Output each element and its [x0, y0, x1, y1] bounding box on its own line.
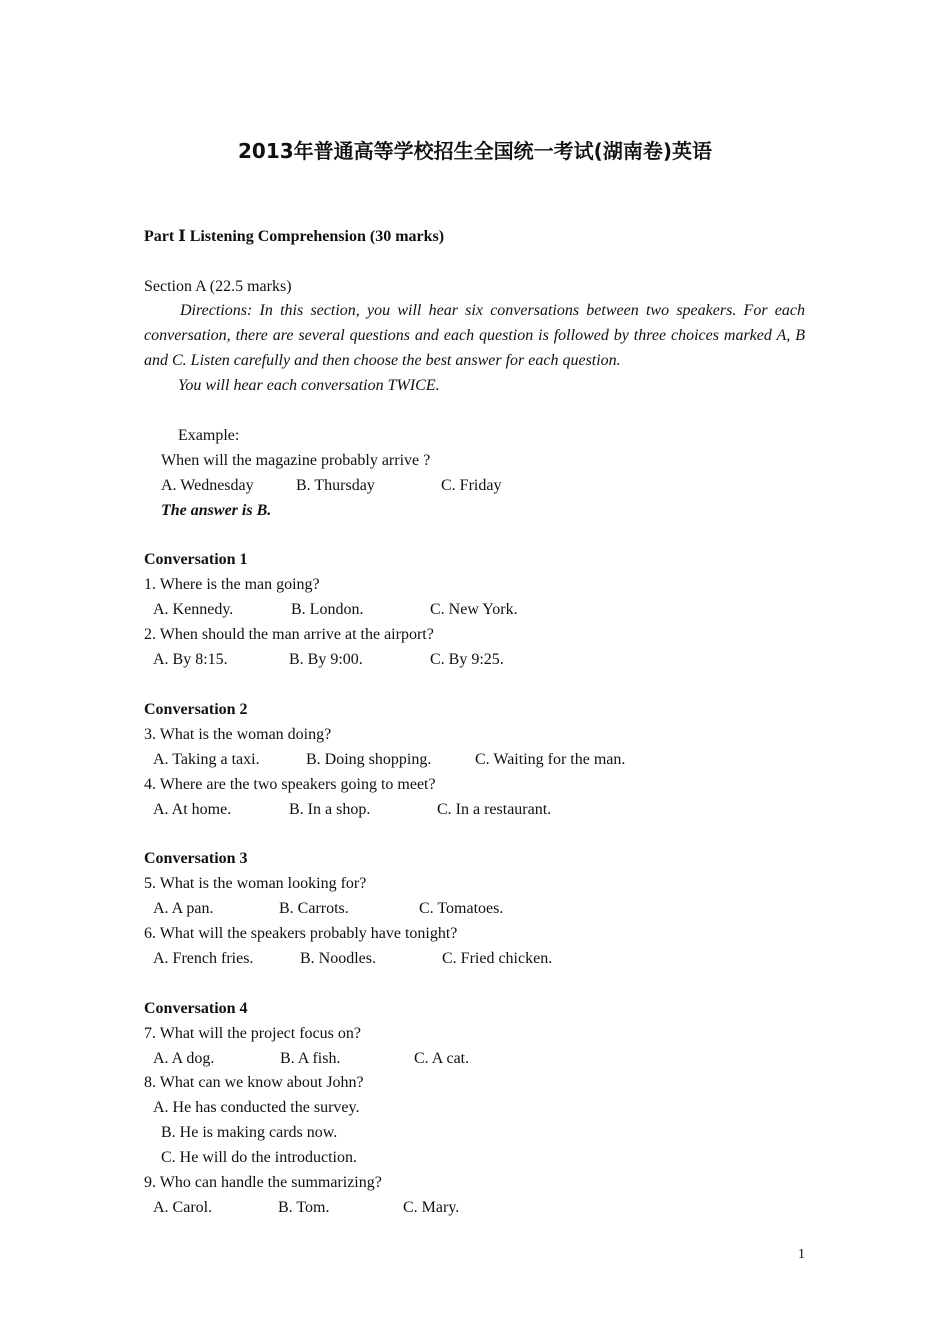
question-2-option-b: B. By 9:00. — [289, 651, 363, 668]
question-7-option-c: C. A cat. — [414, 1050, 470, 1067]
question-9-option-c: C. Mary. — [403, 1199, 460, 1216]
example-answer: The answer is B. — [161, 502, 272, 519]
conversation-3-heading: Conversation 3 — [144, 850, 248, 867]
question-9-option-a: A. Carol. — [153, 1199, 213, 1216]
twice-note: You will hear each conversation TWICE. — [178, 377, 440, 394]
question-4-option-a: A. At home. — [153, 801, 232, 818]
question-2: 2. When should the man arrive at the airport? — [144, 626, 434, 643]
example-option-b: B. Thursday — [296, 477, 375, 494]
question-7: 7. What will the project focus on? — [144, 1025, 361, 1042]
question-7-option-b: B. A fish. — [280, 1050, 341, 1067]
question-8: 8. What can we know about John? — [144, 1074, 364, 1091]
question-1-option-b: B. London. — [291, 601, 364, 618]
question-6-option-b: B. Noodles. — [300, 950, 376, 967]
question-8-option-c: C. He will do the introduction. — [161, 1149, 357, 1166]
conversation-4-heading: Conversation 4 — [144, 1000, 248, 1017]
question-3: 3. What is the woman doing? — [144, 726, 332, 743]
question-6: 6. What will the speakers probably have tonight? — [144, 925, 458, 942]
directions-paragraph: Directions: In this section, you will hear six conversations between two speakers. For each conversation, there are several questions and each question is followed by three choices marked A, B and C. Listen carefully and then choose the best answer for each question. — [144, 302, 805, 369]
example-option-c: C. Friday — [441, 477, 502, 494]
question-2-option-c: C. By 9:25. — [430, 651, 504, 668]
question-2-option-a: A. By 8:15. — [153, 651, 228, 668]
question-4-option-c: C. In a restaurant. — [437, 801, 552, 818]
question-4-option-b: B. In a shop. — [289, 801, 371, 818]
question-5-option-b: B. Carrots. — [279, 900, 349, 917]
question-1: 1. Where is the man going? — [144, 576, 320, 593]
conversation-2-heading: Conversation 2 — [144, 701, 248, 718]
section-heading: Section A (22.5 marks) — [144, 278, 292, 295]
question-9: 9. Who can handle the summarizing? — [144, 1174, 382, 1191]
question-9-option-b: B. Tom. — [278, 1199, 330, 1216]
question-4: 4. Where are the two speakers going to meet? — [144, 776, 436, 793]
question-6-option-c: C. Fried chicken. — [442, 950, 553, 967]
question-5-option-c: C. Tomatoes. — [419, 900, 504, 917]
page-title: 2013年普通高等学校招生全国统一考试(湖南卷)英语 — [238, 139, 712, 163]
question-6-option-a: A. French fries. — [153, 950, 254, 967]
question-3-option-b: B. Doing shopping. — [306, 751, 432, 768]
question-1-option-c: C. New York. — [430, 601, 518, 618]
question-7-option-a: A. A dog. — [153, 1050, 215, 1067]
question-3-option-c: C. Waiting for the man. — [475, 751, 626, 768]
conversation-1-heading: Conversation 1 — [144, 551, 248, 568]
question-5: 5. What is the woman looking for? — [144, 875, 367, 892]
part-heading: Part Ⅰ Listening Comprehension (30 marks) — [144, 228, 445, 245]
example-label: Example: — [178, 427, 240, 444]
example-option-a: A. Wednesday — [161, 477, 254, 494]
question-8-option-a: A. He has conducted the survey. — [153, 1099, 360, 1116]
question-8-option-b: B. He is making cards now. — [161, 1124, 338, 1141]
example-question: When will the magazine probably arrive ? — [161, 452, 431, 469]
question-5-option-a: A. A pan. — [153, 900, 214, 917]
question-3-option-a: A. Taking a taxi. — [153, 751, 260, 768]
page-number: 1 — [798, 1247, 805, 1262]
question-1-option-a: A. Kennedy. — [153, 601, 234, 618]
